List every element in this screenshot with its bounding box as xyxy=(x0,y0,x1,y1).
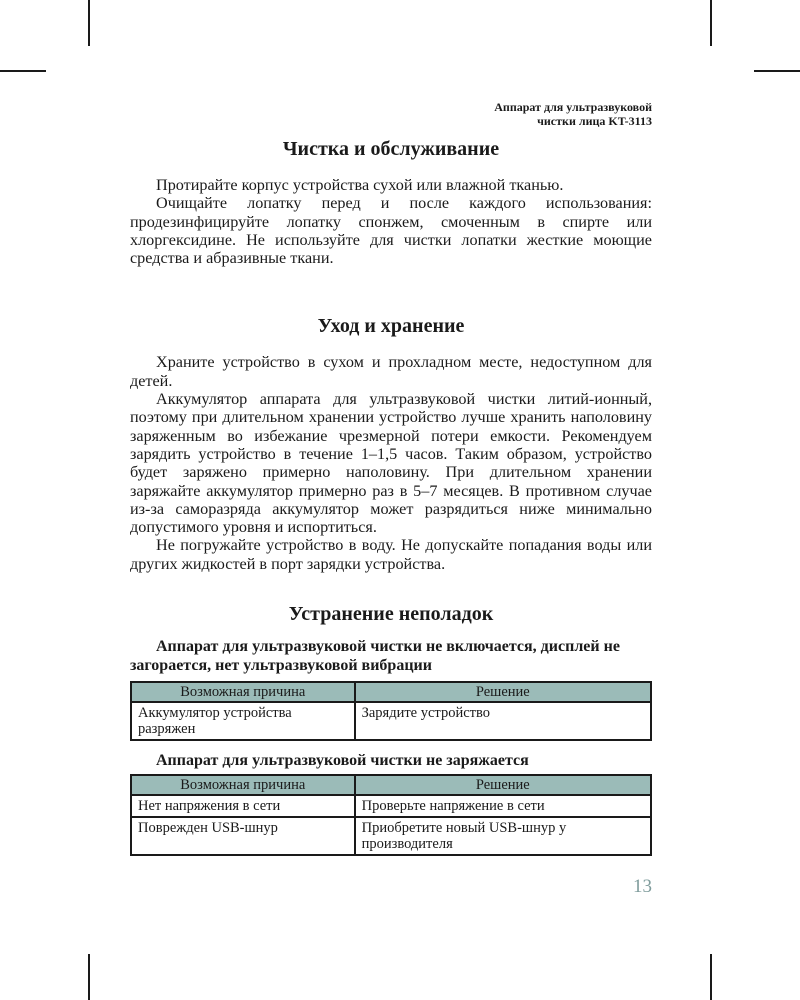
solution-cell: Проверьте напряжение в сети xyxy=(355,795,651,817)
running-head xyxy=(494,100,652,128)
crop-mark-bottom-right xyxy=(710,954,712,1000)
crop-mark-right-upper xyxy=(754,70,800,72)
page-content xyxy=(130,136,652,856)
col-cause-header: Возможная причина xyxy=(131,775,355,795)
solution-cell: Приобретите новый USB-шнур у производителя xyxy=(355,817,651,855)
running-head-line1: Аппарат для ультразвуковой xyxy=(494,100,652,114)
storage-paragraph-2: Аккумулятор аппарата для ультразвуковой чистки литий-ионный, поэтому при длительном хранении устройство лучше хранить наполовину заряженным во избежание чрезмерной потери емкости. Рекомендуем зарядить устройство в течение 1–1,5 часов. Таким образом, устройство будет заряжено примерно наполовину. При длительном хранении заряжайте аккумулятор примерно раз в 5–7 месяцев. В противном случае из-за саморазряда аккумулятор может разрядиться ниже минимально допустимого уровня и испортиться. xyxy=(130,390,652,537)
troubleshooting-title: Устранение неполадок xyxy=(288,603,494,626)
table-row xyxy=(131,795,651,817)
table-row xyxy=(131,702,651,740)
solution-cell: Зарядите устройство xyxy=(355,702,651,740)
crop-mark-top-right xyxy=(710,0,712,46)
problem1-heading: Аппарат для ультразвуковой чистки не включается, дисплей не загорается, нет ультразвуковой вибрации xyxy=(130,638,620,675)
cause-cell: Аккумулятор устройства разряжен xyxy=(131,702,355,740)
cause-cell: Поврежден USB-шнур xyxy=(131,817,355,855)
storage-paragraph-1: Храните устройство в сухом и прохладном месте, недоступном для детей. xyxy=(130,353,652,390)
running-head-line2: чистки лица KT-3113 xyxy=(537,114,652,128)
storage-title: Уход и хранение xyxy=(317,315,465,338)
problem2-table xyxy=(130,774,652,856)
col-solution-header: Решение xyxy=(355,775,651,795)
problem2-heading: Аппарат для ультразвуковой чистки не заряжается xyxy=(156,752,529,770)
table-header-row xyxy=(131,775,651,795)
table-header-row xyxy=(131,682,651,702)
table-row xyxy=(131,817,651,855)
cleaning-title: Чистка и обслуживание xyxy=(282,138,500,160)
crop-mark-bottom-left xyxy=(88,954,90,1000)
problem1-table xyxy=(130,681,652,741)
cleaning-paragraph-2: Очищайте лопатку перед и после каждого использования: продезинфицируйте лопатку спонжем, смоченным в спирте или хлоргексидине. Не используйте для чистки лопатки жесткие моющие средства и абразивные ткани. xyxy=(130,194,652,268)
crop-mark-left-upper xyxy=(0,70,46,72)
storage-paragraph-3: Не погружайте устройство в воду. Не допускайте попадания воды или других жидкостей в порт зарядки устройства. xyxy=(130,536,652,573)
col-solution-header: Решение xyxy=(355,682,651,702)
crop-mark-top-left xyxy=(88,0,90,46)
col-cause-header: Возможная причина xyxy=(131,682,355,702)
cleaning-paragraph-1: Протирайте корпус устройства сухой или влажной тканью. xyxy=(156,176,564,194)
cause-cell: Нет напряжения в сети xyxy=(131,795,355,817)
page-number: 13 xyxy=(633,876,652,897)
